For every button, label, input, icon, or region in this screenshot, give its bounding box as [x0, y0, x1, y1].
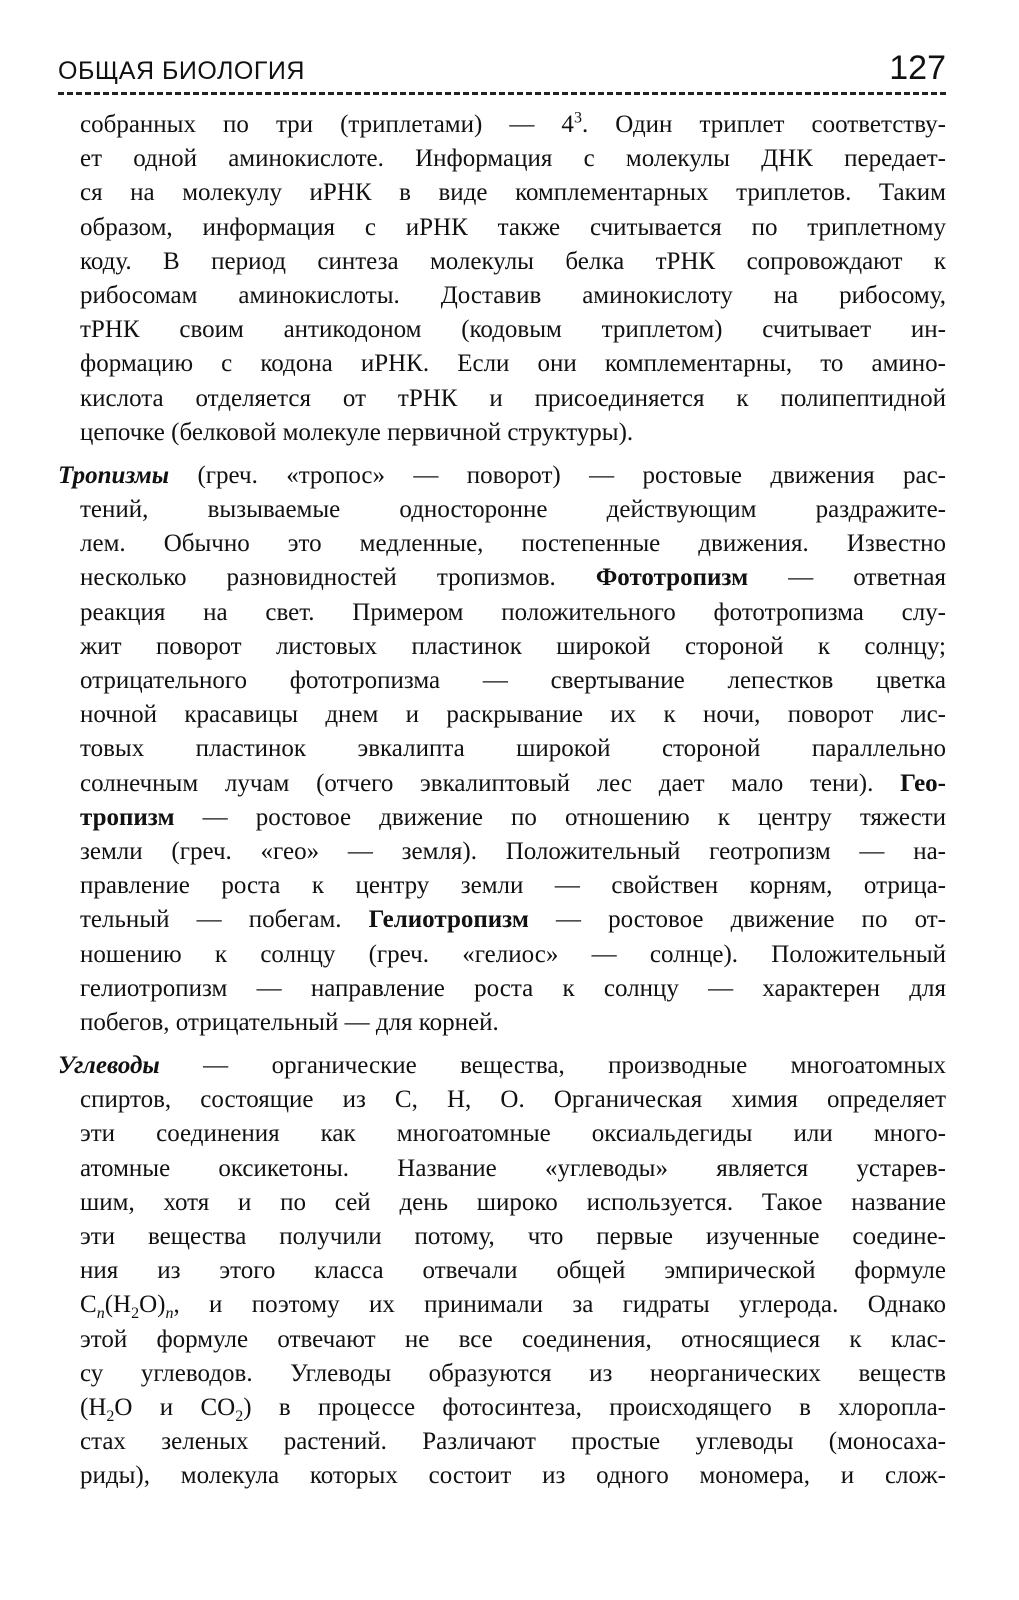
page-header [58, 40, 946, 95]
text-line: эти соединения как многоатомные оксиальдегиды или много- [80, 1120, 946, 1148]
entry-carbohydrates [0, 1049, 1019, 1493]
text-line: рибосомам аминокислоты. Доставив аминокислоту на рибосому, [80, 281, 946, 309]
text-line: тРНК своим антикодоном (кодовым триплетом) считывает ин- [80, 316, 946, 344]
text-line: формацию с кодона иРНК. Если они комплементарны, то амино- [80, 350, 946, 378]
text-line: несколько разновидностей тропизмов. Фототропизм — ответная [80, 564, 946, 592]
text-line: ет одной аминокислоте. Информация с молекулы ДНК передает- [80, 145, 946, 173]
text-line: цепочке (белковой молекуле первичной структуры). [80, 418, 634, 446]
text-line: гелиотропизм — направление роста к солнцу — характерен для [80, 974, 946, 1002]
text-line: образом, информация с иРНК также считывается по триплетному [80, 213, 946, 241]
text-line: тений, вызываемые односторонне действующим раздражите- [80, 496, 946, 524]
bold-term: тропизм [80, 803, 175, 831]
bold-term: Гелиотропизм [368, 906, 529, 934]
text-line: су углеводов. Углеводы образуются из неорганических веществ [80, 1359, 946, 1387]
entry-tropisms [0, 459, 1019, 1040]
running-title: ОБЩАЯ БИОЛОГИЯ [58, 57, 305, 85]
text-line: правление роста к центру земли — свойствен корням, отрица- [80, 872, 946, 900]
bold-term: Фототропизм [595, 564, 749, 592]
text-line: тельный — побегам. Гелиотропизм — ростовое движение по от- [80, 906, 946, 934]
entry-term: Углеводы [58, 1052, 160, 1080]
text-line: шим, хотя и по сей день широко используется. Такое название [80, 1188, 946, 1216]
bold-term: Гео- [900, 769, 946, 797]
text-line: лем. Обычно это медленные, постепенные движения. Известно [80, 530, 946, 558]
text-line: ($Н_2О$ и $СО_2$) в процессе фотосинтеза, происходящего в хлоропла- [80, 1393, 946, 1425]
text-line: тропизм — ростовое движение по отношению к центру тяжести [80, 803, 946, 831]
text-line: собранных по три (триплетами) — $4^3$. Один триплет соответству- [80, 109, 946, 138]
text-line: спиртов, состоящие из С, Н, О. Органическая химия определяет [80, 1086, 946, 1114]
text-line: кислота отделяется от тРНК и присоединяется к полипептидной [80, 384, 946, 412]
text-line: жит поворот листовых пластинок широкой стороной к солнцу; [80, 632, 946, 660]
text-line: Тропизмы (греч. «тропос» — поворот) — ростовые движения рас- [58, 461, 946, 489]
text-line: эти вещества получили потому, что первые изученные соедине- [80, 1223, 946, 1250]
text-line: товых пластинок эвкалипта широкой стороной параллельно [80, 735, 946, 763]
text-line: ночной красавицы днем и раскрывание их к ночи, поворот лис- [80, 701, 946, 729]
text-line: ся на молекулу иРНК в виде комплементарных триплетов. Таким [80, 179, 946, 207]
formula: $С_n(Н_2О)_n$ [80, 1291, 174, 1323]
text-line: этой формуле отвечают не все соединения, относящиеся к клас- [80, 1325, 946, 1353]
text-line: риды), молекула которых состоит из одного мономера, и слож- [80, 1462, 946, 1490]
page-number: 127 [889, 49, 946, 87]
text-line: коду. В период синтеза молекулы белка тРНК сопровождают к [80, 247, 946, 275]
text-line: побегов, отрицательный — для корней. [80, 1008, 499, 1036]
text-line: атомные оксикетоны. Название «углеводы» является устарев- [80, 1154, 946, 1182]
superscript: 3 [573, 109, 582, 127]
text-line: ношению к солнцу (греч. «гелиос» — солнце). Положительный [80, 940, 946, 968]
text-line: Углеводы — органические вещества, производные многоатомных [58, 1052, 946, 1080]
text-line: $С_n(Н_2О)_n$, и поэтому их принимали за гидраты углерода. Однако [80, 1291, 946, 1323]
text-line: реакция на свет. Примером положительного фототропизма слу- [80, 598, 946, 626]
text-line: стах зеленых растений. Различают простые углеводы (моносаха- [80, 1428, 946, 1456]
text-line: солнечным лучам (отчего эвкалиптовый лес дает мало тени). Гео- [80, 769, 946, 797]
paragraph-continued [0, 108, 1019, 450]
body-text [0, 108, 1019, 1503]
text-line: отрицательного фототропизма — свертывание лепестков цветка [80, 667, 946, 694]
text-line: земли (греч. «гео» — земля). Положительный геотропизм — на- [80, 837, 946, 865]
entry-term: Тропизмы [58, 461, 170, 489]
text-line: ния из этого класса отвечали общей эмпирической формуле [80, 1257, 946, 1285]
